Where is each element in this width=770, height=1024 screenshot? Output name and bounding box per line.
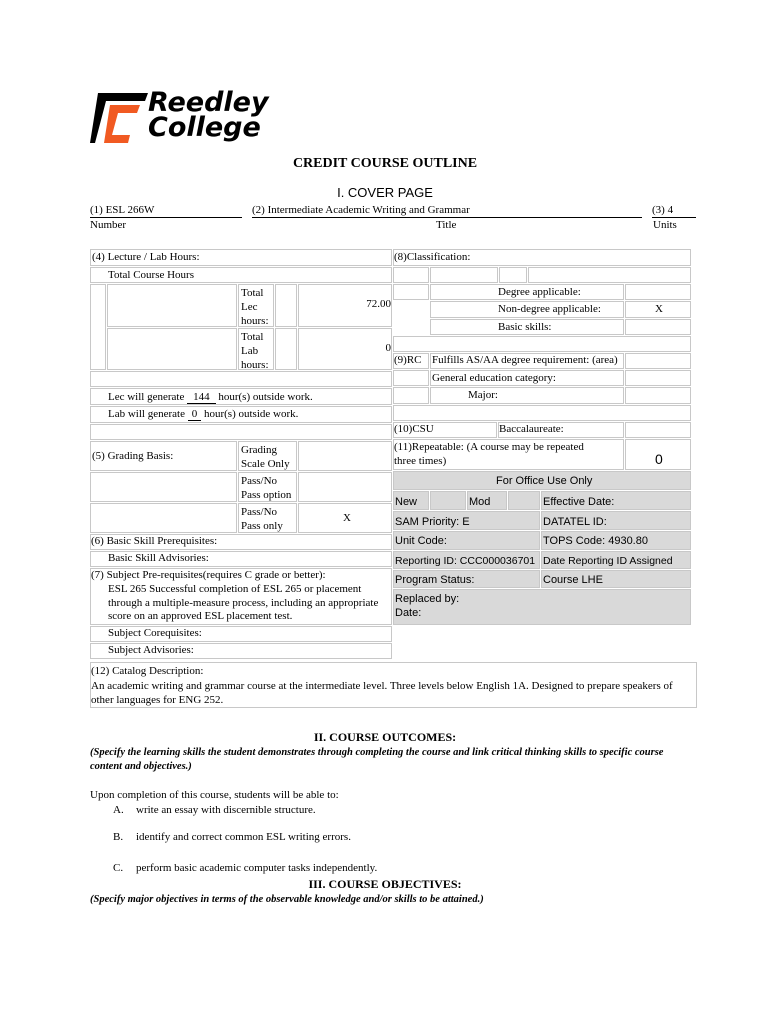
grading-heading-cell [90,441,237,471]
reedley-logo-icon [90,93,150,145]
cover-heading: I. COVER PAGE [337,185,433,200]
non-degree-mark: X [655,303,663,315]
hours-heading: (4) Lecture / Lab Hours: [92,251,200,263]
total-lec-value-cell[interactable] [298,284,392,327]
degree-applicable-cell [430,284,624,300]
basic-skill-prereq: (6) Basic Skill Prerequisites: [91,535,218,547]
basic-skill-prereq-cell [90,534,392,550]
course-lhe: Course LHE [543,574,603,586]
effective-date-cell [541,491,691,510]
total-lab-value-cell[interactable] [298,328,392,370]
catalog-text: An academic writing and grammar course at the intermediate level. Three levels below English 1A. Designed to prepare speakers of other languages for ENG 252. [91,680,673,706]
replaced-by-cell [393,589,691,625]
catalog-cell [90,662,697,708]
grading-option-scale: Grading Scale Only [241,444,290,470]
repeatable: (11)Repeatable: (A course may be repeated three times) [394,441,584,467]
tops-code-cell [541,531,691,550]
total-lec-label: Total Lec hours: [241,287,269,327]
course-lhe-cell [541,570,691,588]
replaced-date: Date: [395,607,422,619]
degree-applicable: Degree applicable: [498,286,581,298]
basic-skills-cell [430,319,624,335]
rc-label: (9)RC [394,354,422,366]
program-status-cell [393,570,540,588]
baccalaureate-cell [498,422,624,438]
total-lec-label-cell [238,284,274,327]
grading-option-pass-option-cell [238,472,297,502]
unit-code-cell [393,531,540,550]
major: Major: [468,389,498,401]
rc-value[interactable] [625,353,691,369]
csu-cell [393,422,497,438]
reporting-id: Reporting ID: CCC000036701 [395,555,536,567]
total-lab-label: Total Lab hours: [241,331,269,371]
office-new: New [395,496,418,508]
catalog-heading: (12) Catalog Description: [91,665,204,677]
outcomes-intro: Upon completion of this course, students will be able to: [90,789,339,801]
gen-ed: General education category: [432,372,556,384]
total-lab-label-cell [238,328,274,370]
total-lab-value: 0 [385,342,391,354]
grading-pass-option-check[interactable] [298,472,392,502]
outcome-text: identify and correct common ESL writing errors. [136,831,351,843]
grading-option-scale-cell [238,441,297,471]
lab-generate-suffix: hour(s) outside work. [203,408,299,420]
course-units-label: Units [653,219,677,231]
office-heading: For Office Use Only [496,475,593,487]
major-value[interactable] [625,387,691,404]
sam-priority: SAM Priority: E [395,516,470,528]
outcome-item-a [113,804,316,816]
replaced-by: Replaced by: [395,593,460,605]
outcome-letter: A. [113,804,124,816]
lab-generate-prefix: Lab will generate [108,408,185,420]
repeatable-value: 0 [655,451,663,467]
course-title-label: Title [436,219,457,231]
program-status: Program Status: [395,574,475,586]
subject-prereq-heading: (7) Subject Pre-requisites(requires C grade or better): [91,569,326,581]
basic-skills: Basic skills: [498,321,552,333]
subject-prereq-cell [90,568,392,625]
gen-ed-cell [430,370,624,386]
csu: (10)CSU [394,423,434,435]
degree-applicable-check[interactable] [625,284,691,300]
lec-generate-value[interactable]: 144 [187,391,216,404]
grading-option-pass-option: Pass/No Pass option [241,475,292,501]
outcome-letter: B. [113,831,124,843]
classification-heading-cell [393,249,691,266]
subject-coreq-cell [90,626,392,642]
lec-generate-prefix: Lec will generate [108,391,185,403]
major-cell [430,387,624,404]
subject-coreq: Subject Corequisites: [108,627,202,639]
office-heading-cell [393,471,691,490]
basic-skill-advisories: Basic Skill Advisories: [108,552,209,564]
rc-label-cell [393,353,429,369]
total-course-hours: Total Course Hours [108,269,194,281]
logo-line-2: College [148,112,261,143]
objectives-heading: III. COURSE OBJECTIVES: [308,877,462,891]
gen-ed-value[interactable] [625,370,691,386]
repeatable-cell [393,439,624,470]
outcome-letter: C. [113,862,124,874]
subject-advisories-cell [90,643,392,659]
non-degree-check[interactable] [625,301,691,318]
document-title: CREDIT COURSE OUTLINE [292,156,478,171]
outcome-text: perform basic academic computer tasks independently. [136,862,378,874]
office-mod-cell[interactable] [467,491,507,510]
non-degree-applicable: Non-degree applicable: [498,303,601,315]
lab-generate-cell [90,406,392,423]
grading-pass-only-check[interactable] [298,503,392,533]
date-reporting: Date Reporting ID Assigned [543,555,673,567]
office-new-check[interactable] [430,491,466,510]
outcomes-heading: II. COURSE OUTCOMES: [313,730,457,744]
grading-heading: (5) Grading Basis: [92,450,174,462]
total-course-hours-cell [90,267,392,283]
course-number: (1) ESL 266W [90,204,155,216]
subject-prereq-text: ESL 265 Successful completion of ESL 265 or placement through a multiple-measure process, including an appropriate score on an approved ESL placement test. [108,583,379,622]
datatel-id: DATATEL ID: [543,516,607,528]
lec-generate-cell [90,388,392,405]
sam-priority-cell [393,511,540,530]
repeatable-value-cell[interactable] [625,439,691,470]
baccalaureate: Baccalaureate: [499,423,564,435]
office-mod: Mod [469,496,491,508]
outcome-item-c [113,862,377,874]
outcome-item-b [113,831,351,843]
basic-skills-check[interactable] [625,319,691,335]
course-units-field [652,204,696,218]
effective-date: Effective Date: [543,496,615,508]
tops-code: TOPS Code: 4930.80 [543,535,648,547]
hours-heading-cell [90,249,392,266]
grading-option-pass-only: Pass/No Pass only [241,506,283,532]
reporting-id-cell [393,551,540,569]
grading-scale-check[interactable] [298,441,392,471]
basic-skill-advisories-cell [90,551,392,567]
course-number-label: Number [90,219,127,231]
total-lec-value: 72.00 [366,298,391,310]
lec-generate-suffix: hour(s) outside work. [218,391,313,403]
course-number-field [90,204,242,218]
classification-heading: (8)Classification: [394,251,471,263]
course-title-field [252,204,642,218]
logo-line-1: Reedley [148,87,269,118]
baccalaureate-value[interactable] [625,422,691,438]
date-reporting-cell [541,551,691,569]
rc-text-cell [430,353,624,369]
course-title: (2) Intermediate Academic Writing and Grammar [252,204,470,216]
unit-code: Unit Code: [395,535,447,547]
course-units: (3) 4 [652,204,674,216]
subject-advisories: Subject Advisories: [108,644,194,656]
lab-generate-value[interactable]: 0 [188,408,202,421]
grading-selected-mark: X [343,512,351,524]
non-degree-applicable-cell [430,301,624,318]
office-new-cell[interactable] [393,491,429,510]
objectives-instruction: (Specify major objectives in terms of the observable knowledge and/or skills to be attained.) [90,894,484,905]
outcomes-instruction: (Specify the learning skills the student demonstrates through completing the course and link critical thinking skills to specific course content and objectives.) [90,747,664,772]
outcome-text: write an essay with discernible structure. [136,804,316,816]
office-mod-check[interactable] [508,491,540,510]
rc-text: Fulfills AS/AA degree requirement: (area) [432,354,618,366]
grading-option-pass-only-cell [238,503,297,533]
datatel-id-cell [541,511,691,530]
